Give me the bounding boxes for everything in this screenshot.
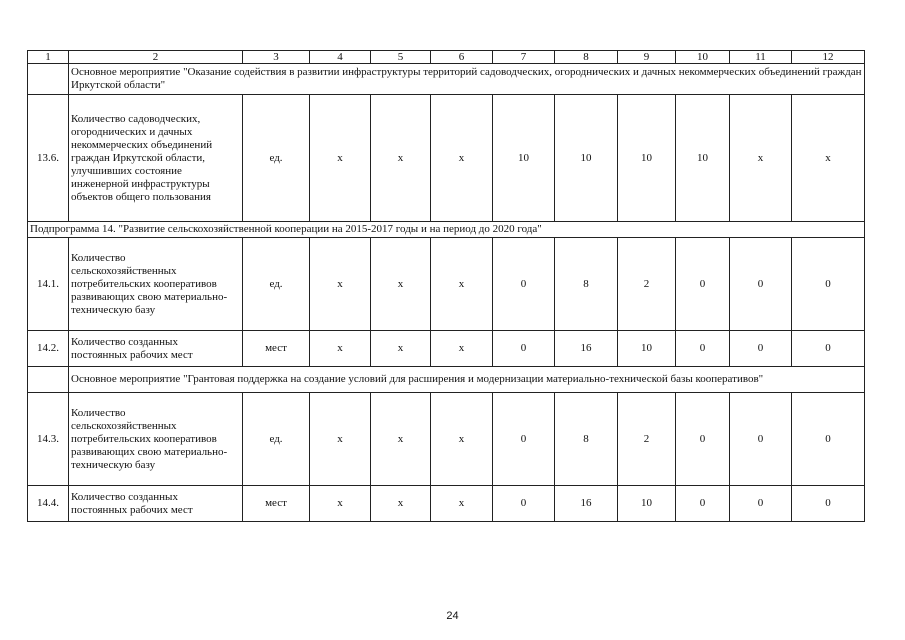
value-cell: х: [310, 486, 371, 522]
value-cell: х: [730, 95, 792, 222]
indicator-name-line: улучшивших состояние: [71, 164, 182, 177]
row-number: 14.1.: [28, 238, 69, 331]
section-title: Основное мероприятие "Грантовая поддержка на создание условий для расширения и модернизации материально-технической базы кооперативов": [69, 367, 865, 393]
value-cell: 0: [493, 331, 555, 367]
value-cell: 0: [676, 331, 730, 367]
page-number: 24: [446, 610, 459, 622]
section-title: Подпрограмма 14. "Развитие сельскохозяйственной кооперации на 2015-2017 годы и на период до 2020 года": [28, 222, 865, 238]
row-number: 13.6.: [28, 95, 69, 222]
value-cell: 0: [792, 393, 865, 486]
row-number: 14.3.: [28, 393, 69, 486]
value-cell: 10: [493, 95, 555, 222]
indicator-name-line: постоянных рабочих мест: [71, 503, 193, 516]
value-cell: х: [371, 331, 431, 367]
value-cell: 0: [676, 393, 730, 486]
value-cell: 0: [730, 331, 792, 367]
value-cell: 0: [493, 486, 555, 522]
empty-cell: [28, 64, 69, 95]
indicator-row: [28, 393, 865, 486]
indicator-name-line: Количество: [71, 251, 126, 264]
column-number: 5: [371, 51, 431, 64]
indicator-row: [28, 95, 865, 222]
indicator-row: [28, 331, 865, 367]
value-cell: 8: [555, 238, 618, 331]
value-cell: х: [310, 393, 371, 486]
indicator-name: [69, 95, 243, 222]
indicator-row: [28, 238, 865, 331]
column-number: 4: [310, 51, 371, 64]
indicator-name-line: потребительских кооперативов: [71, 277, 217, 290]
value-cell: 16: [555, 331, 618, 367]
indicator-name-line: техническую базу: [71, 303, 156, 316]
column-number: 12: [792, 51, 865, 64]
indicator-name-line: объектов общего пользования: [71, 190, 211, 203]
value-cell: 0: [493, 393, 555, 486]
value-cell: х: [371, 486, 431, 522]
value-cell: х: [792, 95, 865, 222]
column-number: 9: [618, 51, 676, 64]
value-cell: х: [431, 393, 493, 486]
value-cell: х: [371, 238, 431, 331]
indicator-name-line: постоянных рабочих мест: [71, 348, 193, 361]
column-number-row: [28, 51, 865, 64]
column-number: 11: [730, 51, 792, 64]
indicator-name-line: граждан Иркутской области,: [71, 151, 206, 164]
value-cell: 10: [555, 95, 618, 222]
column-number: 3: [243, 51, 310, 64]
value-cell: х: [310, 238, 371, 331]
value-cell: 8: [555, 393, 618, 486]
unit: мест: [243, 486, 310, 522]
indicator-name-line: Количество: [71, 406, 126, 419]
value-cell: х: [431, 95, 493, 222]
column-number: 8: [555, 51, 618, 64]
section-row: [28, 222, 865, 238]
indicator-name-line: сельскохозяйственных: [71, 264, 177, 277]
indicator-row: [28, 486, 865, 522]
value-cell: 0: [676, 486, 730, 522]
indicator-name-line: развивающих свою материально-: [71, 445, 228, 458]
unit: ед.: [243, 393, 310, 486]
indicator-name: [69, 393, 243, 486]
empty-cell: [28, 367, 69, 393]
value-cell: 0: [493, 238, 555, 331]
value-cell: 0: [730, 238, 792, 331]
section-title: Основное мероприятие "Оказание содействия в развитии инфраструктуры территорий садоводческих, огороднических и дачных некоммерческих объединений граждан Иркутской области": [69, 64, 865, 95]
column-number: 1: [28, 51, 69, 64]
indicator-name-line: Количество созданных: [71, 335, 178, 348]
indicator-name-line: Количество садоводческих,: [71, 112, 201, 125]
row-number: 14.2.: [28, 331, 69, 367]
indicator-name-line: Количество созданных: [71, 490, 178, 503]
indicators-table: [27, 50, 865, 522]
value-cell: 0: [792, 486, 865, 522]
value-cell: 0: [730, 486, 792, 522]
column-number: 2: [69, 51, 243, 64]
value-cell: 10: [618, 95, 676, 222]
value-cell: х: [371, 393, 431, 486]
value-cell: х: [310, 95, 371, 222]
value-cell: х: [431, 486, 493, 522]
unit: ед.: [243, 95, 310, 222]
indicator-name-line: развивающих свою материально-: [71, 290, 228, 303]
section-row: [28, 367, 865, 393]
indicator-name: [69, 331, 243, 367]
value-cell: х: [310, 331, 371, 367]
column-number: 7: [493, 51, 555, 64]
value-cell: 10: [618, 486, 676, 522]
column-number: 10: [676, 51, 730, 64]
indicator-name-line: огороднических и дачных: [71, 125, 193, 138]
indicator-name: [69, 238, 243, 331]
indicator-name-line: инженерной инфраструктуры: [71, 177, 210, 190]
value-cell: 2: [618, 393, 676, 486]
indicator-name: [69, 486, 243, 522]
indicator-name-line: некоммерческих объединений: [71, 138, 213, 151]
value-cell: 10: [618, 331, 676, 367]
indicator-name-line: потребительских кооперативов: [71, 432, 217, 445]
value-cell: 0: [730, 393, 792, 486]
value-cell: 0: [676, 238, 730, 331]
unit: мест: [243, 331, 310, 367]
row-number: 14.4.: [28, 486, 69, 522]
indicator-name-line: техническую базу: [71, 458, 156, 471]
unit: ед.: [243, 238, 310, 331]
section-row: [28, 64, 865, 95]
value-cell: 10: [676, 95, 730, 222]
value-cell: х: [371, 95, 431, 222]
value-cell: 2: [618, 238, 676, 331]
value-cell: х: [431, 331, 493, 367]
value-cell: 0: [792, 331, 865, 367]
value-cell: 0: [792, 238, 865, 331]
column-number: 6: [431, 51, 493, 64]
indicator-name-line: сельскохозяйственных: [71, 419, 177, 432]
value-cell: х: [431, 238, 493, 331]
value-cell: 16: [555, 486, 618, 522]
